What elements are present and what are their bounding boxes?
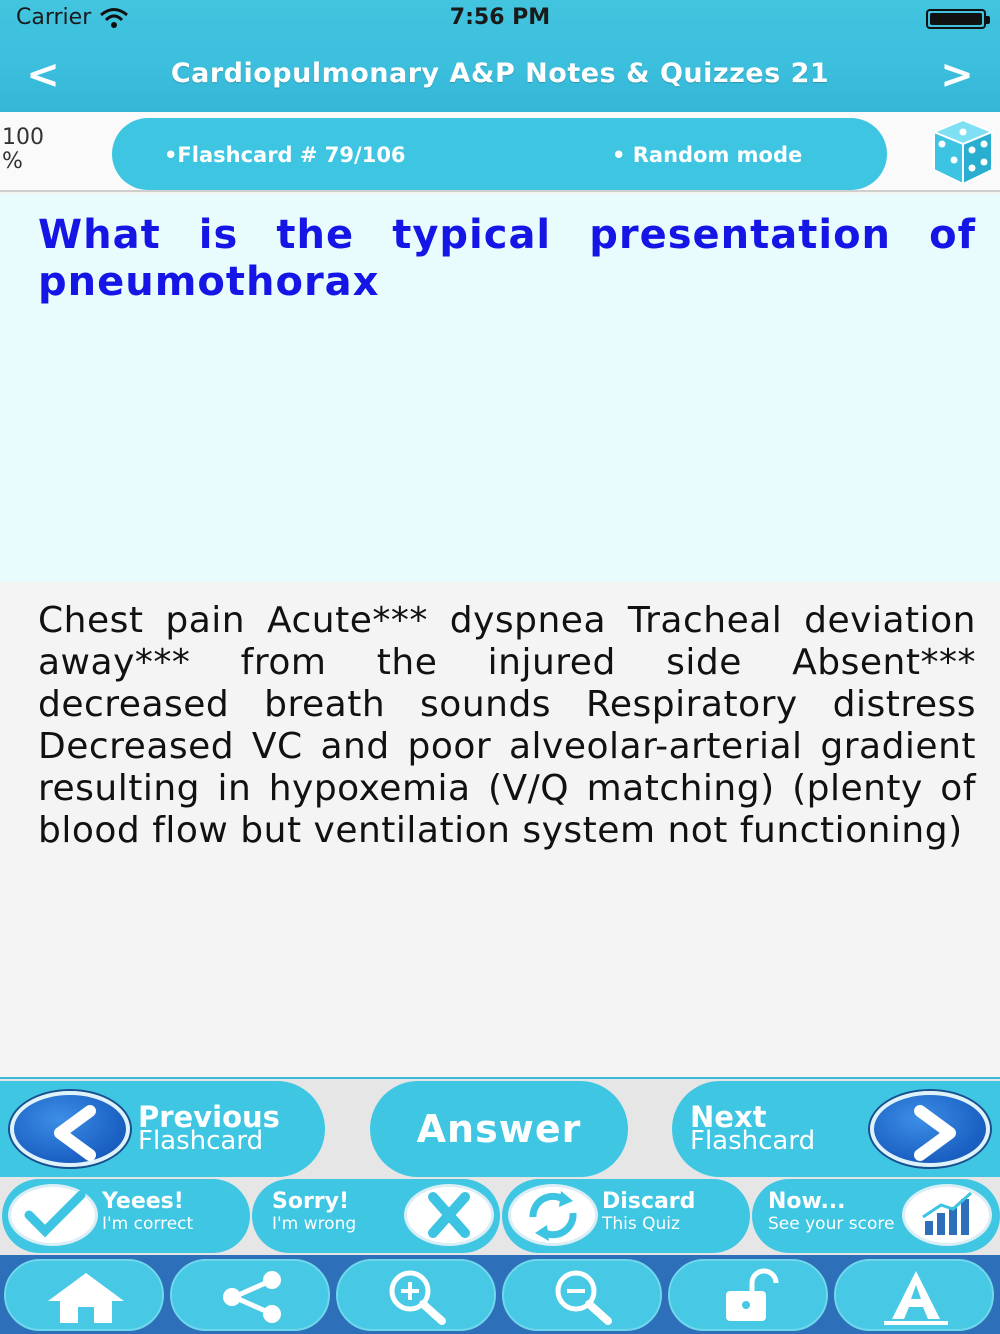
wrong-label-line2: I'm wrong [272,1214,357,1234]
zoom-out-icon [504,1261,664,1333]
share-button[interactable] [170,1259,330,1331]
correct-label-line1: Yeees! [102,1189,184,1214]
next-label-line2: Flashcard [690,1126,816,1156]
previous-label-line1: Previous [138,1100,280,1134]
previous-circle [10,1091,130,1167]
page-title: Cardiopulmonary A&P Notes & Quizzes 21 [170,58,830,89]
question-text: What is the typical presentation of pneumothorax [38,212,976,305]
bottom-controls [0,1077,1000,1334]
next-label [690,1100,816,1156]
mode-label: • Random mode [612,143,803,167]
check-icon [8,1184,98,1246]
recycle-icon [508,1184,598,1246]
question-panel [0,194,1000,582]
dice-icon[interactable] [932,118,994,186]
next-circle [870,1091,990,1167]
flashcard-info-pill [112,118,887,190]
info-row [0,112,1000,192]
bar-chart-icon [902,1184,992,1246]
nav-bar [0,40,1000,112]
correct-button[interactable] [2,1179,250,1253]
correct-label [102,1191,193,1235]
flashcard-counter: •Flashcard # 79/106 [164,143,406,167]
score-label [768,1191,894,1235]
zoom-in-icon [338,1261,498,1333]
progress-percent [2,126,62,174]
discard-label-line1: Discard [602,1189,696,1214]
answer-button[interactable]: Answer [370,1081,628,1177]
discard-quiz-button[interactable] [502,1179,750,1253]
zoom-in-button[interactable] [336,1259,496,1331]
share-icon [172,1261,332,1333]
status-bar [0,0,1000,38]
action-row [0,1177,1000,1255]
zoom-out-button[interactable] [502,1259,662,1331]
next-label-line1: Next [690,1100,767,1134]
previous-label [138,1100,280,1156]
battery-icon [926,9,986,29]
carrier-label: Carrier [16,5,92,30]
next-flashcard-button[interactable] [672,1081,1000,1177]
score-label-line2: See your score [768,1214,895,1234]
toolbar [0,1255,1000,1334]
clock: 7:56 PM [449,5,551,30]
previous-flashcard-button[interactable] [0,1081,325,1177]
top-bar [0,0,1000,112]
score-label-line1: Now... [768,1189,846,1214]
discard-label-line2: This Quiz [602,1214,680,1234]
wrong-label [272,1191,356,1235]
discard-label [602,1191,695,1235]
progress-percent-value: 100 [2,125,44,150]
unlock-icon [670,1261,830,1333]
x-icon [404,1184,494,1246]
correct-label-line2: I'm correct [102,1214,194,1234]
font-icon [836,1261,996,1333]
see-score-button[interactable] [752,1179,1000,1253]
chevron-left-icon [14,1095,134,1171]
unlock-button[interactable] [668,1259,828,1331]
wrong-label-line1: Sorry! [272,1189,350,1214]
home-button[interactable] [4,1259,164,1331]
progress-percent-sign: % [2,149,23,174]
previous-label-line2: Flashcard [138,1126,264,1156]
wrong-button[interactable] [252,1179,500,1253]
answer-panel [0,582,1000,1077]
forward-arrow-icon[interactable]: > [940,52,974,98]
home-icon [6,1261,166,1333]
answer-text: Chest pain Acute*** dyspnea Tracheal deviation away*** from the injured side Absent*** decreased breath sounds Respiratory distress Decreased VC and poor alveolar-arterial gradient resulting in hypoxemia (V/Q matching) (plenty of blood flow but ventilation system not functioning) [38,600,976,851]
back-arrow-icon[interactable]: < [26,52,60,98]
font-size-button[interactable] [834,1259,994,1331]
navigation-row [0,1077,1000,1177]
chevron-right-icon [874,1095,994,1171]
